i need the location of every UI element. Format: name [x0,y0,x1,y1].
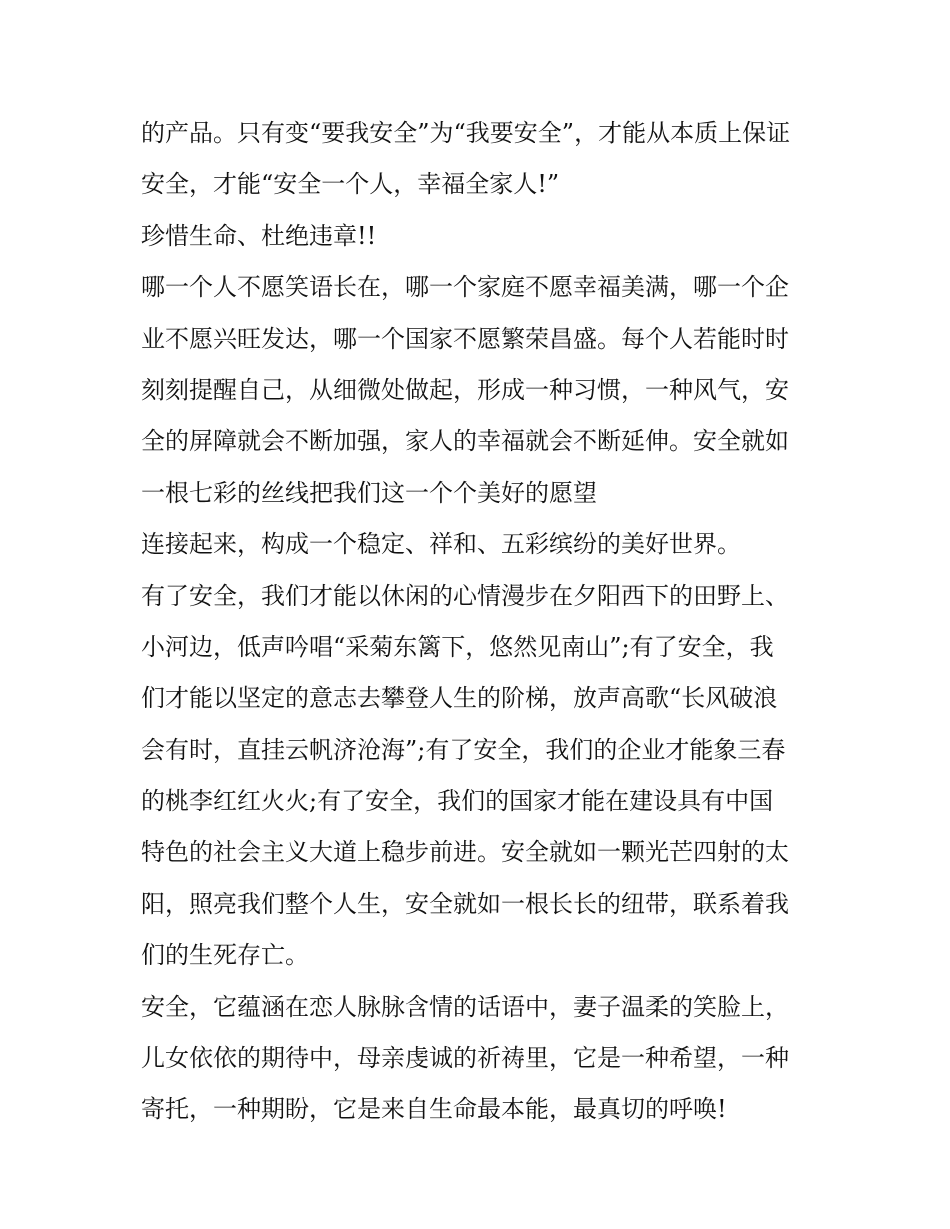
text-line: 会有时，直挂云帆济沧海”;有了安全，我们的企业才能象三春 [141,735,786,764]
text-line: 珍惜生命、杜绝违章!! [141,221,377,250]
text-line: 哪一个人不愿笑语长在，哪一个家庭不愿幸福美满，哪一个企 [141,273,789,302]
text-line: 特色的社会主义大道上稳步前进。安全就如一颗光芒四射的太 [141,838,789,867]
text-line: 安全，它蕴涵在恋人脉脉含情的话语中，妻子温柔的笑脸上， [141,992,789,1021]
text-line: 业不愿兴旺发达，哪一个国家不愿繁荣昌盛。每个人若能时时 [141,324,789,353]
document-body [141,108,821,1136]
text-line: 们才能以坚定的意志去攀登人生的阶梯，放声高歌“长风破浪 [141,684,778,713]
text-line: 儿女依依的期待中，母亲虔诚的祈祷里，它是一种希望，一种 [141,1044,789,1073]
text-line: 阳，照亮我们整个人生，安全就如一根长长的纽带，联系着我 [141,889,789,918]
text-line: 刻刻提醒自己，从细微处做起，形成一种习惯，一种风气，安 [141,375,789,404]
text-line: 全的屏障就会不断加强，家人的幸福就会不断延伸。安全就如 [141,427,789,456]
text-line: 的产品。只有变“要我安全”为“我要安全”，才能从本质上保证 [141,119,791,147]
text-line: 小河边，低声吟唱“采菊东篱下，悠然见南山”;有了安全，我 [141,632,774,661]
text-line: 们的生死存亡。 [141,941,309,970]
text-line: 寄托，一种期盼，它是来自生命最本能，最真切的呼唤! [141,1095,727,1124]
text-line: 的桃李红红火火;有了安全，我们的国家才能在建设具有中国 [141,787,774,816]
text-line: 有了安全，我们才能以休闲的心情漫步在夕阳西下的田野上、 [141,581,789,610]
text-line: 连接起来，构成一个稳定、祥和、五彩缤纷的美好世界。 [141,530,741,559]
text-line: 安全，才能“安全一个人，幸福全家人!” [141,170,560,199]
text-line: 一根七彩的丝线把我们这一个个美好的愿望 [141,478,597,507]
